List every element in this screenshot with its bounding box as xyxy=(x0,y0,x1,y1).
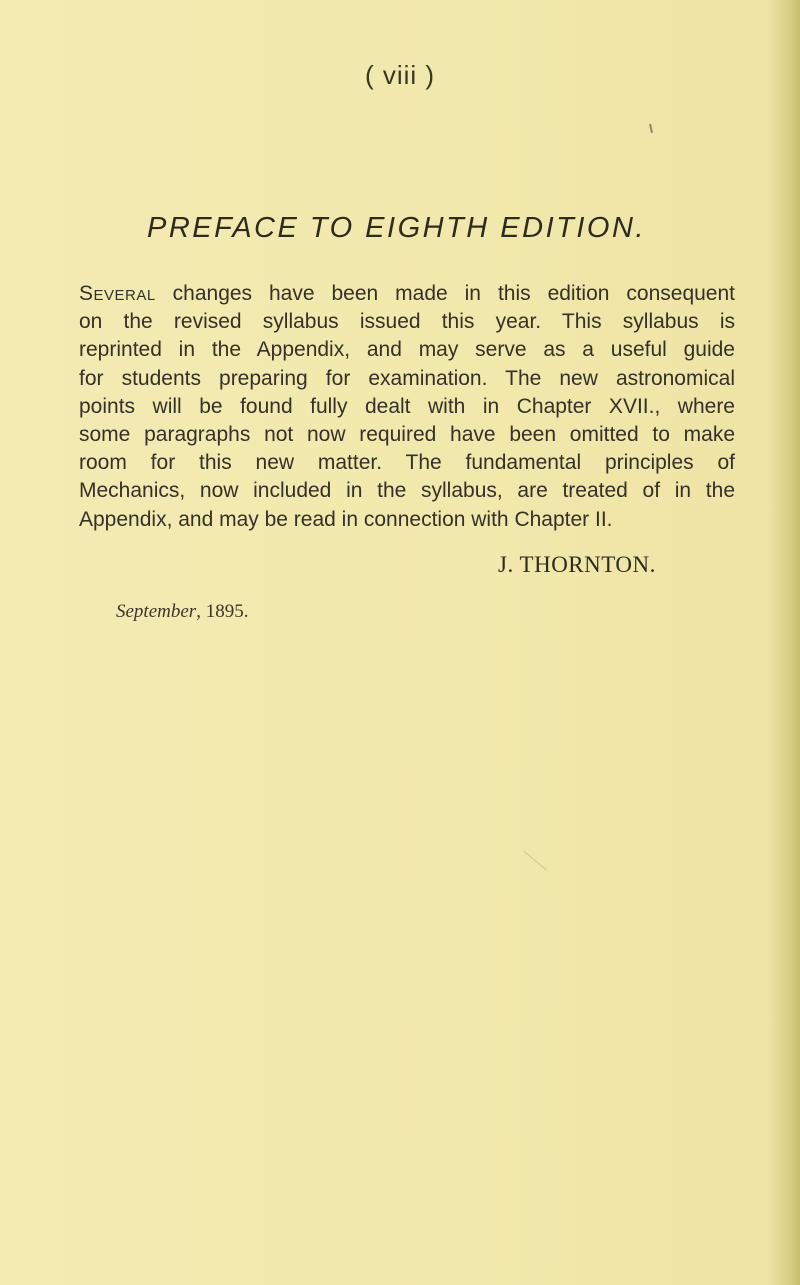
page-number: ( viii ) xyxy=(364,60,436,90)
lead-word: Several xyxy=(79,282,156,305)
paragraph-line-3: reprinted in the Appendix, and may serve as a useful guide xyxy=(79,338,735,362)
author-signature: J. THORNTON. xyxy=(498,552,656,577)
paragraph-line-8: Mechanics, now included in the syllabus, are treated of in the xyxy=(79,479,735,503)
paragraph-line-5: points will be found fully dealt with in Chapter XVII., where xyxy=(79,394,735,418)
paragraph-line-6: some paragraphs not now required have been omitted to make xyxy=(79,422,735,446)
paragraph-line-7: room for this new matter. The fundamental principles of xyxy=(79,451,735,475)
paragraph-line-2: on the revised syllabus issued this year. This syllabus is xyxy=(79,310,735,334)
preface-date xyxy=(116,601,248,623)
date-month: September xyxy=(116,601,197,622)
paragraph-line-4: for students preparing for examination. The new astronomical xyxy=(79,366,735,390)
paper-crease xyxy=(523,850,547,870)
paragraph-line-1 xyxy=(79,280,735,308)
first-line-rest: changes have been made in this edition consequent xyxy=(155,282,735,305)
paragraph-line-9: Appendix, and may be read in connection with Chapter II. xyxy=(79,507,613,531)
preface-title: PREFACE TO EIGHTH EDITION. xyxy=(147,212,646,244)
preface-paragraph xyxy=(79,280,735,534)
ink-mark xyxy=(649,124,653,133)
date-year: , 1895. xyxy=(196,601,249,622)
